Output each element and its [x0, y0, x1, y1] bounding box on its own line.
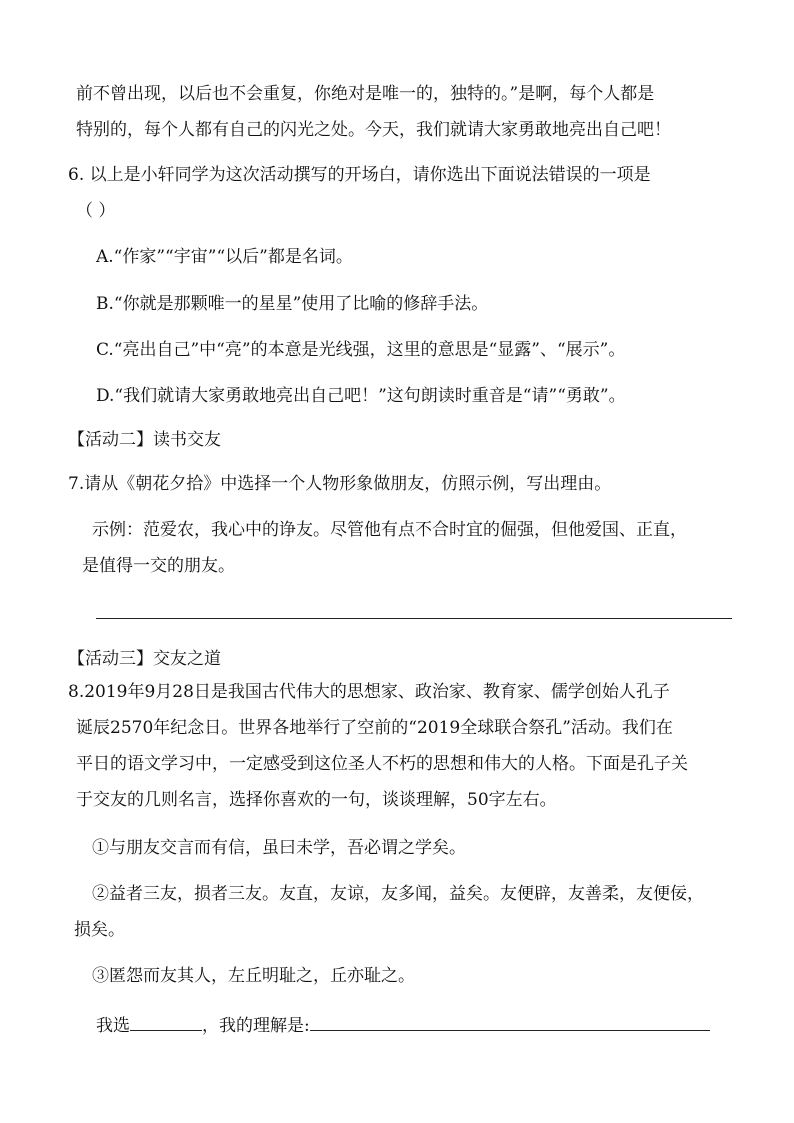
question-8-line-3: 平日的语文学习中，一定感受到这位圣人不朽的思想和伟大的人格。下面是孔子关	[76, 754, 688, 774]
question-6-option-a: A.“作家”“宇宙”“以后”都是名词。	[96, 247, 353, 267]
question-6-option-b: B.“你就是那颗唯一的星星”使用了比喻的修辞手法。	[96, 294, 489, 314]
quote-2-continued: 损矣。	[74, 920, 125, 940]
activity-3-heading: 【活动三】交友之道	[68, 649, 221, 669]
question-7-example-line-2: 是值得一交的朋友。	[82, 556, 235, 576]
quote-2: ②益者三友，损者三友。友直，友谅，友多闻，益矣。友便辟，友善柔，友便佞，	[92, 884, 704, 904]
question-7-stem: 7.请从《朝花夕拾》中选择一个人物形象做朋友，仿照示例，写出理由。	[68, 474, 612, 494]
answer-row	[96, 1012, 710, 1038]
question-8-line-1: 8.2019年9月28日是我国古代伟大的思想家、政治家、教育家、儒学创始人孔子	[68, 682, 670, 702]
question-6-answer-bracket[interactable]: （ ）	[76, 201, 116, 221]
question-7-example-line-1: 示例：范爱农，我心中的诤友。尽管他有点不合时宜的倔强，但他爱国、正直，	[92, 520, 687, 540]
question-6-stem: 6. 以上是小轩同学为这次活动撰写的开场白，请你选出下面说法错误的一项是	[68, 165, 651, 185]
understanding-blank[interactable]	[310, 1012, 710, 1031]
intro-line-1: 前不曾出现，以后也不会重复，你绝对是唯一的，独特的。”是啊，每个人都是	[76, 84, 655, 104]
choice-blank[interactable]	[130, 1012, 202, 1031]
question-6-option-d: D.“我们就请大家勇敢地亮出自己吧！”这句朗读时重音是“请”“勇敢”。	[96, 386, 626, 406]
answer-prefix: 我选	[96, 1016, 130, 1036]
activity-2-heading: 【活动二】读书交友	[68, 430, 221, 450]
intro-line-2: 特别的，每个人都有自己的闪光之处。今天，我们就请大家勇敢地亮出自己吧！	[76, 120, 671, 140]
quote-3: ③匿怨而友其人，左丘明耻之，丘亦耻之。	[92, 966, 415, 986]
question-8-line-2: 诞辰2570年纪念日。世界各地举行了空前的“2019全球联合祭孔”活动。我们在	[76, 718, 673, 738]
question-7-answer-line[interactable]	[96, 618, 732, 619]
question-8-line-4: 于交友的几则名言，选择你喜欢的一句，谈谈理解，50字左右。	[76, 790, 557, 810]
answer-middle: ，我的理解是:	[202, 1016, 310, 1036]
quote-1: ①与朋友交言而有信，虽曰未学，吾必谓之学矣。	[92, 838, 466, 858]
question-6-option-c: C.“亮出自己”中“亮”的本意是光线强，这里的意思是“显露”、“展示”。	[96, 340, 626, 360]
